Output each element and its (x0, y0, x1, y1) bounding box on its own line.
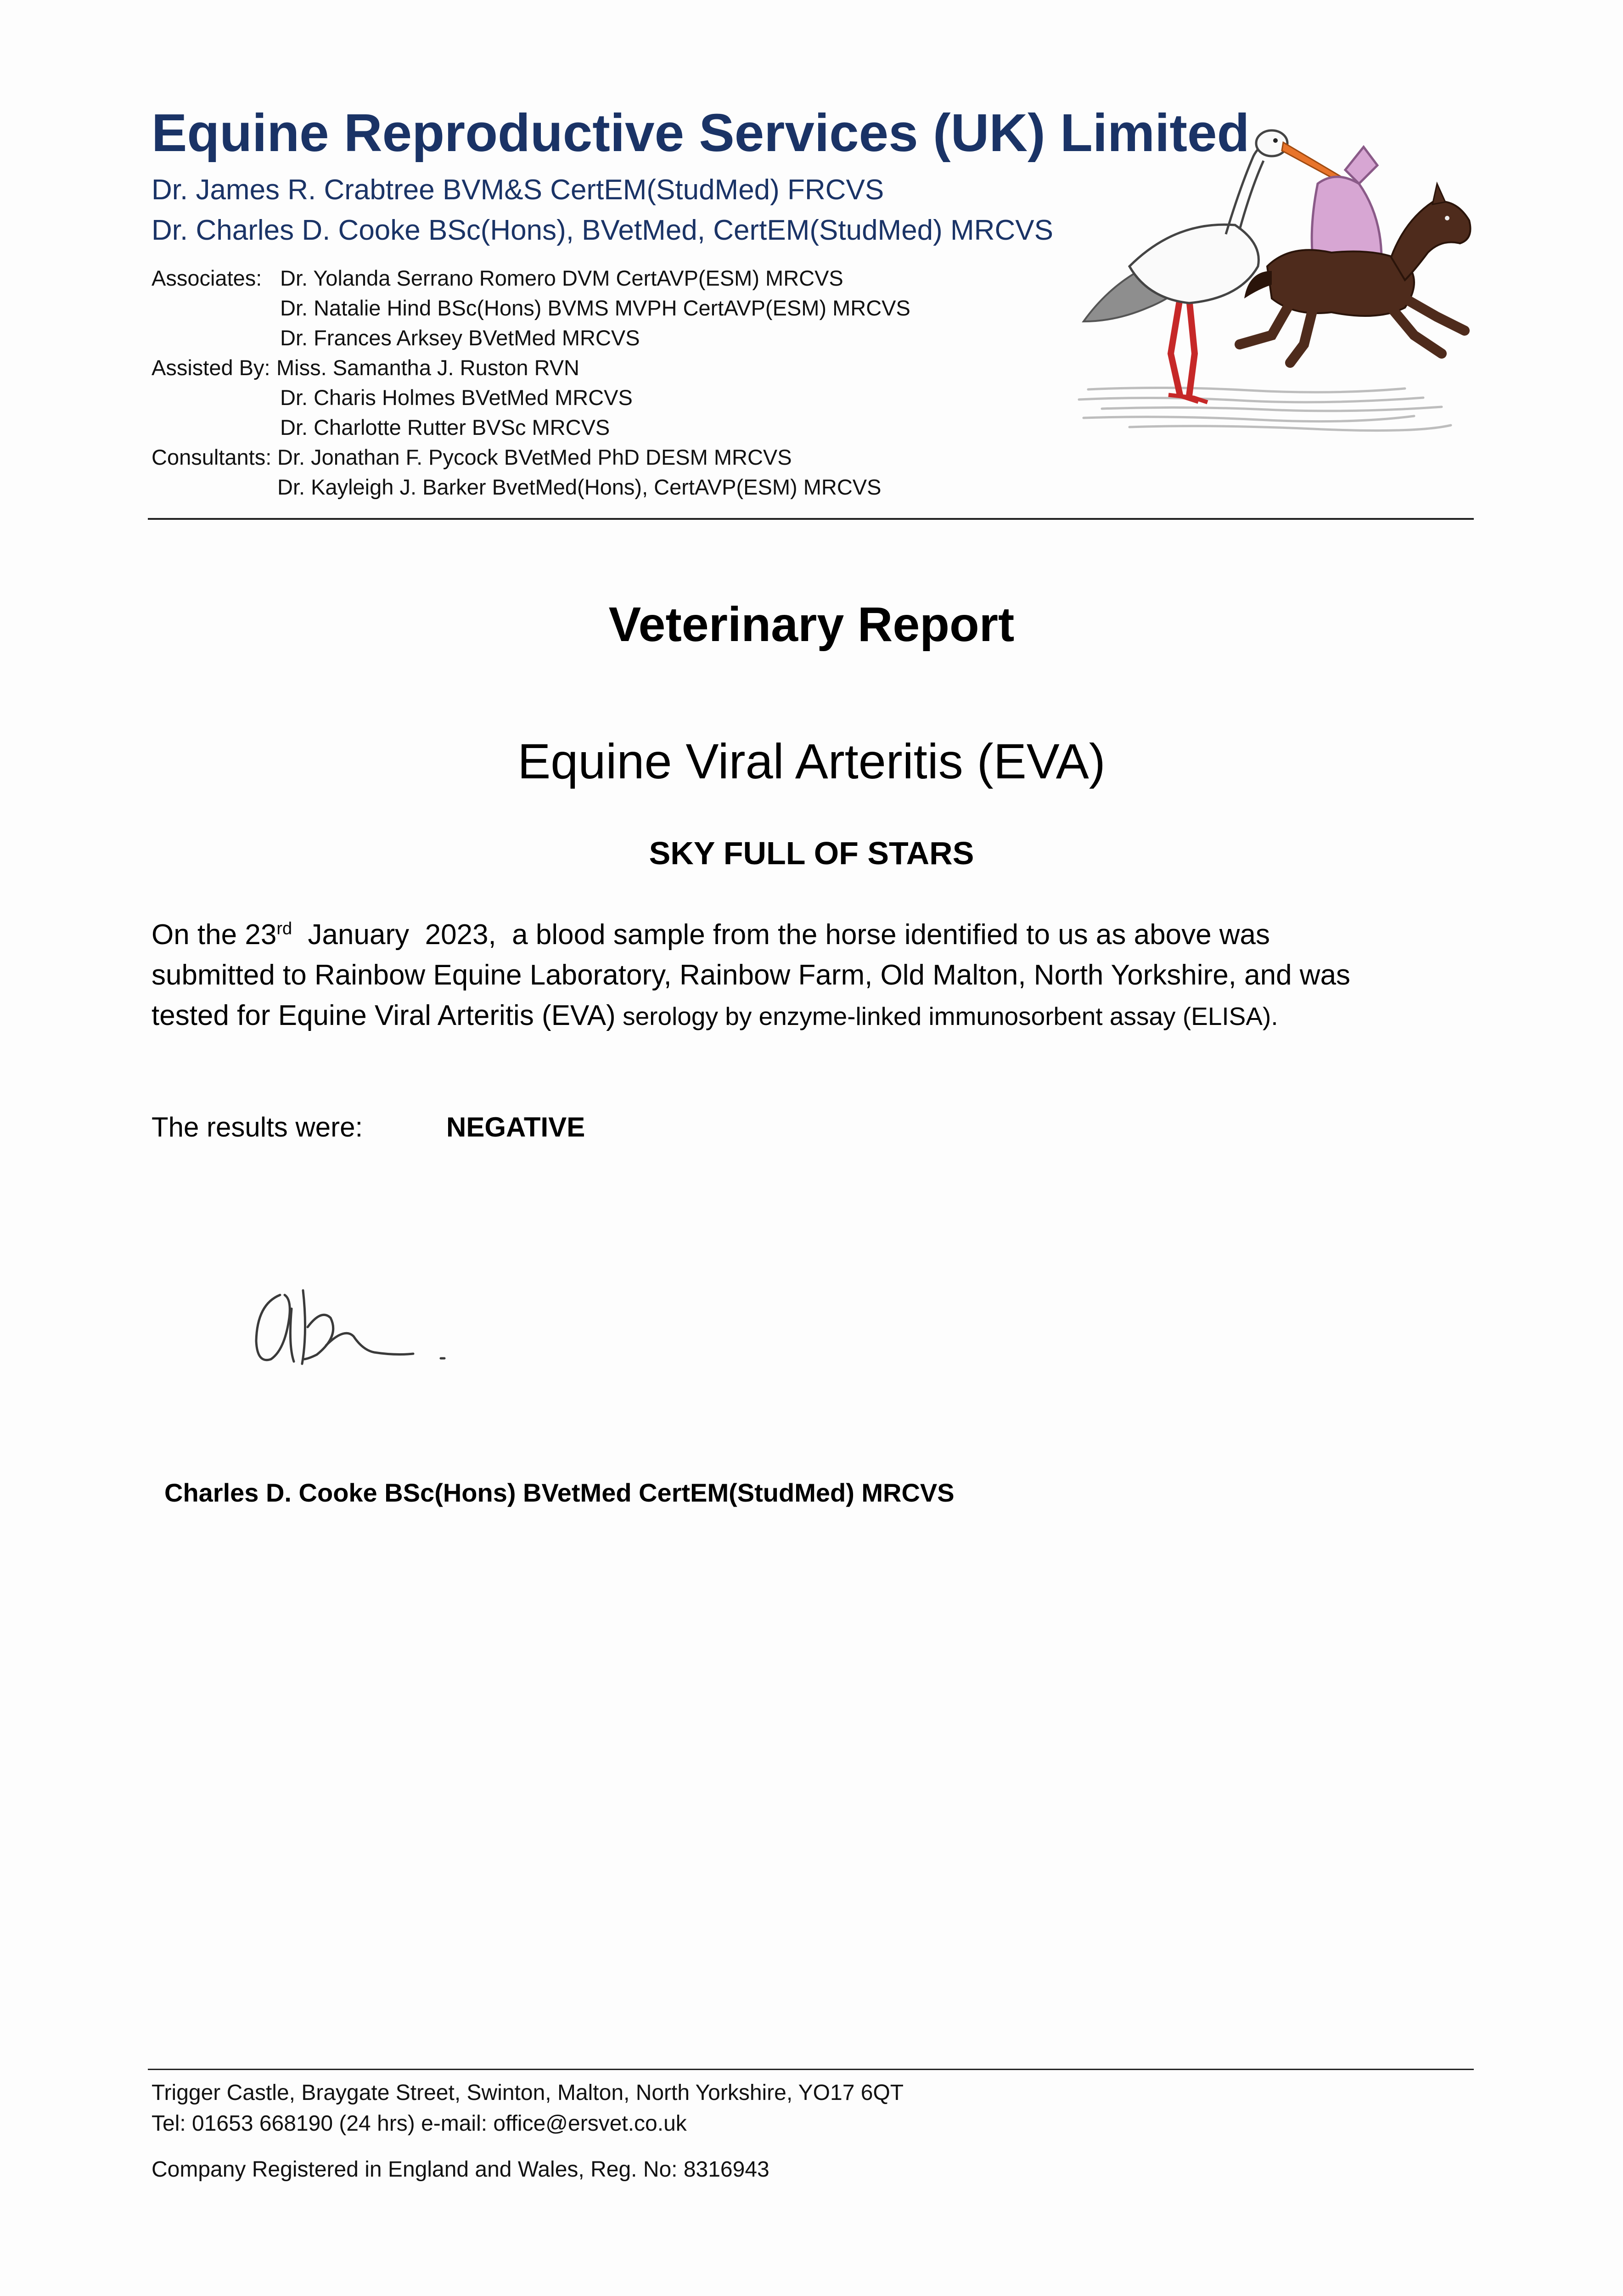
assistant-name: Dr. Charlotte Rutter BVSc MRCVS (280, 415, 610, 439)
horse-name: SKY FULL OF STARS (649, 835, 974, 871)
partner-crabtree: Dr. James R. Crabtree BVM&S CertEM(StudMed) FRCVS (152, 174, 884, 206)
associate-name: Dr. Natalie Hind BSc(Hons) BVMS MVPH CertAVP(ESM) MRCVS (280, 296, 910, 320)
associate-name: Dr. Frances Arksey BVetMed MRCVS (280, 326, 640, 350)
stork-carrying-foal-logo (1074, 115, 1478, 445)
footer-contact: Tel: 01653 668190 (24 hrs) e-mail: office@ersvet.co.uk (152, 2111, 687, 2136)
consultant-name: Dr. Kayleigh J. Barker BvetMed(Hons), CertAVP(ESM) MRCVS (277, 475, 882, 499)
assisted-by-label: Assisted By: (152, 355, 270, 380)
handwritten-signature (248, 1277, 468, 1382)
date-ordinal-suffix: rd (276, 919, 292, 939)
assistant-name: Miss. Samantha J. Ruston RVN (276, 355, 579, 380)
footer-registration: Company Registered in England and Wales, Reg. No: 8316943 (152, 2157, 769, 2182)
body-text: January 2023, a blood sample from the horse identified to us as above was (292, 919, 1270, 951)
signatory-name: Charles D. Cooke BSc(Hons) BVetMed CertEM(StudMed) MRCVS (164, 1478, 955, 1507)
footer-divider (148, 2069, 1474, 2070)
report-body-line-1 (152, 918, 1270, 951)
associate-name: Dr. Yolanda Serrano Romero DVM CertAVP(ESM) MRCVS (280, 266, 843, 290)
body-text-small: serology by enzyme-linked immunosorbent assay (ELISA). (615, 1002, 1278, 1030)
report-body-line-3 (152, 999, 1278, 1032)
report-title: Veterinary Report (608, 597, 1015, 652)
associates-label: Associates: (152, 266, 262, 290)
report-body-line-2: submitted to Rainbow Equine Laboratory, Rainbow Farm, Old Malton, North Yorkshire, and was (152, 959, 1351, 991)
consultants-label: Consultants: (152, 445, 272, 469)
body-text: On the 23 (152, 919, 277, 951)
results-label: The results were: (152, 1112, 363, 1142)
results-value: NEGATIVE (446, 1112, 585, 1142)
report-subject: Equine Viral Arteritis (EVA) (517, 733, 1106, 789)
footer-address: Trigger Castle, Braygate Street, Swinton, Malton, North Yorkshire, YO17 6QT (152, 2081, 904, 2105)
header-divider (148, 518, 1474, 520)
partner-cooke: Dr. Charles D. Cooke BSc(Hons), BVetMed, CertEM(StudMed) MRCVS (152, 214, 1053, 246)
consultant-name: Dr. Jonathan F. Pycock BVetMed PhD DESM MRCVS (277, 445, 792, 469)
company-name: Equine Reproductive Services (UK) Limited (152, 103, 1250, 163)
body-text: tested for Equine Viral Arteritis (EVA) (152, 1000, 616, 1031)
assistant-name: Dr. Charis Holmes BVetMed MRCVS (280, 385, 633, 410)
